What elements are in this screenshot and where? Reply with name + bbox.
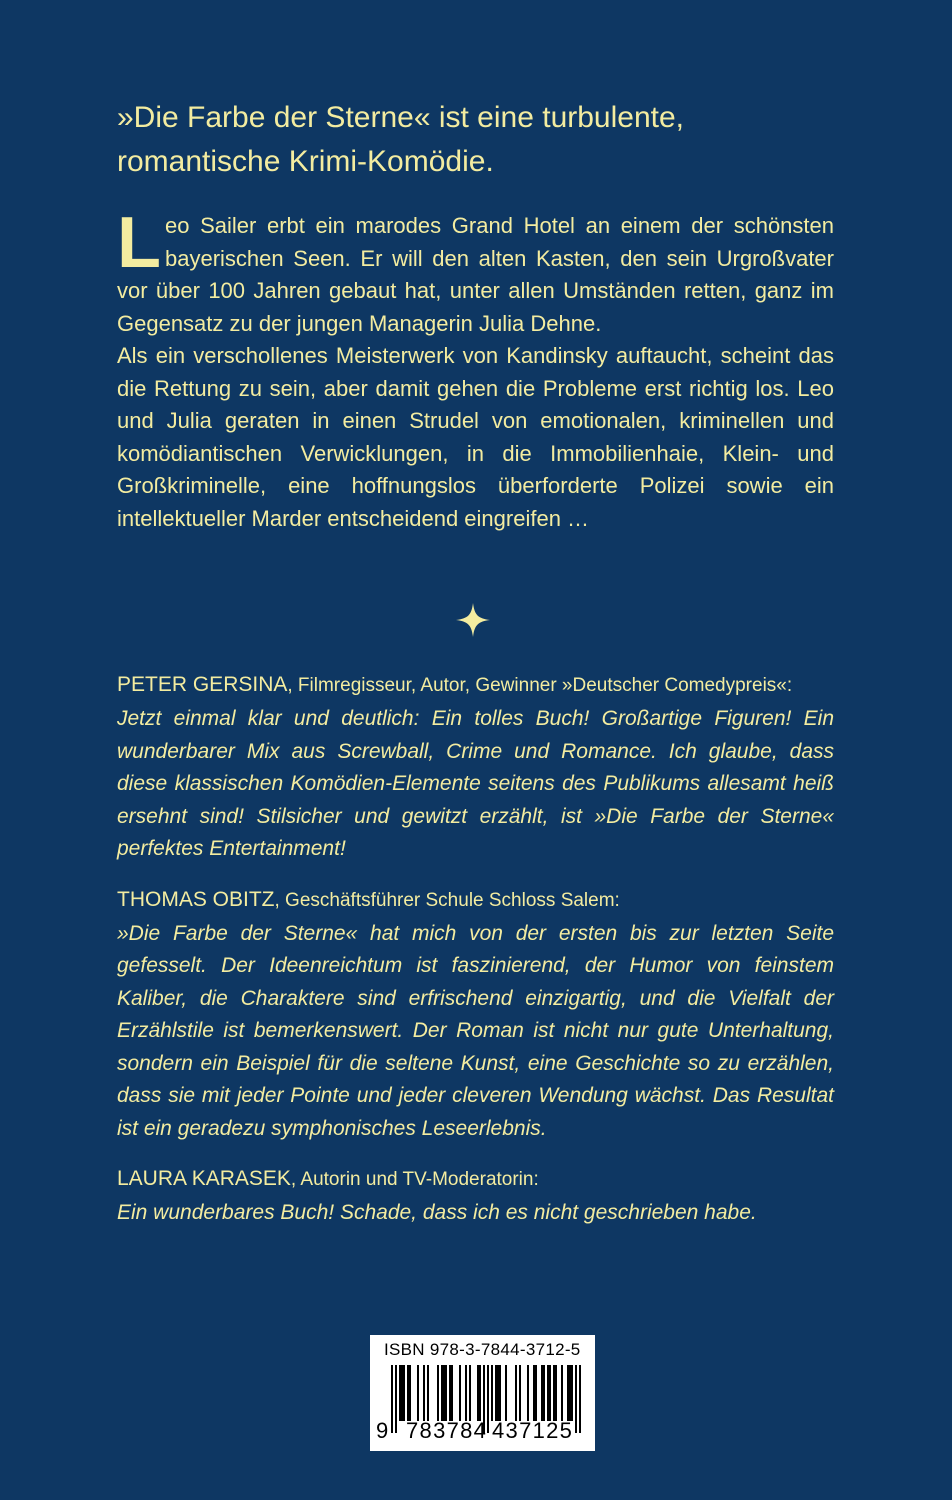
blurb	[117, 203, 834, 535]
barcode-bar	[515, 1365, 517, 1421]
blurb-paragraph-1-text: eo Sailer erbt ein marodes Grand Hotel an einem der schönsten bayerischen Seen. Er will den alten Kasten, den sein Urgroßvater vor über 100 Jahren gebaut hat, unter allen Umständen retten, ganz im Gegensatz zu der jungen Managerin Julia Dehne.	[117, 213, 834, 336]
barcode-bar	[423, 1365, 425, 1421]
barcode-bar	[553, 1365, 557, 1421]
barcode-bar	[395, 1365, 397, 1433]
review-quote: »Die Farbe der Sterne« hat mich von der ersten bis zur letzten Seite gefesselt. Der Ideenreichtum ist faszinierend, der Humor von feinstem Kaliber, die Charaktere sind erfrischend einzigartig, und die Vielfalt der Erzählstile ist bemerkenswert. Der Roman ist nicht nur gute Unterhaltung, sondern ein Beispiel für die seltene Kunst, eine Geschichte so zu erzählen, dass sie mit jeder Pointe und jeder cleveren Wendung wächst. Das Resultat ist ein geradezu symphonisches Leseerlebnis.	[117, 921, 834, 1140]
barcode-bar	[459, 1365, 461, 1421]
barcode-digit-first: 9	[376, 1418, 389, 1443]
barcode-bar	[579, 1365, 581, 1433]
blurb-paragraph-2: Als ein verschollenes Meisterwerk von Kandinsky auftaucht, scheint das die Rettung zu sein, aber damit gehen die Probleme erst richtig los. Leo und Julia geraten in einen Strudel von emotionalen, kriminellen und komödiantischen Verwicklungen, in die Immobilienhaie, Klein- und Großkriminelle, eine hoffnungslos überforderte Polizei sowie ein intellektueller Marder entscheidend eingreifen …	[117, 343, 834, 531]
barcode-bar	[575, 1365, 577, 1433]
reviewer-role: , Filmregisseur, Autor, Gewinner »Deutscher Comedypreis«:	[287, 675, 793, 696]
barcode-bar	[399, 1365, 405, 1421]
barcode-bar	[449, 1365, 453, 1421]
reviewer-name: THOMAS OBITZ	[117, 887, 275, 911]
reviewer-role: , Geschäftsführer Schule Schloss Salem:	[274, 889, 620, 911]
isbn-barcode	[370, 1335, 595, 1451]
barcode-digits-right: 437125	[492, 1418, 574, 1443]
tagline: »Die Farbe der Sterne« ist eine turbulente, romantische Krimi-Komödie.	[117, 101, 684, 178]
reviewer-line	[117, 883, 834, 918]
barcode-bar	[407, 1365, 411, 1421]
barcode-bar	[491, 1365, 493, 1421]
barcode-bar	[567, 1365, 573, 1421]
reviewer-line	[117, 668, 834, 703]
barcode-bar	[527, 1365, 529, 1421]
review-thomas-obitz	[117, 883, 834, 1146]
barcode-bar	[505, 1365, 507, 1421]
barcode-digits-left: 783784	[406, 1418, 488, 1443]
barcode-bar	[417, 1365, 419, 1421]
barcode-bar	[477, 1365, 481, 1421]
reviewer-line	[117, 1162, 834, 1197]
star-icon	[455, 602, 491, 638]
barcode-bar	[465, 1365, 467, 1421]
barcode-bar	[561, 1365, 563, 1421]
review-laura-karasek	[117, 1162, 834, 1230]
barcode-bar	[495, 1365, 501, 1421]
reviewer-role: , Autorin und TV-Moderatorin:	[290, 1169, 539, 1190]
reviewer-name: LAURA KARASEK	[117, 1167, 291, 1190]
barcode-bar	[469, 1365, 471, 1421]
review-peter-gersina	[117, 668, 834, 866]
blurb-paragraph-1	[117, 203, 834, 340]
barcode-bar	[533, 1365, 537, 1421]
drop-cap: L	[117, 203, 161, 283]
barcode-bar	[541, 1365, 545, 1421]
barcode-bar	[427, 1365, 429, 1421]
barcode-bar	[487, 1365, 489, 1433]
review-quote: Ein wunderbares Buch! Schade, dass ich es nicht geschrieben habe.	[117, 1201, 757, 1224]
barcode-bar	[547, 1365, 551, 1421]
isbn-label: ISBN 978-3-7844-3712-5	[384, 1340, 581, 1359]
reviewer-name: PETER GERSINA	[117, 673, 288, 696]
barcode-bar	[391, 1365, 393, 1433]
barcode-bar	[441, 1365, 447, 1421]
review-quote: Jetzt einmal klar und deutlich: Ein tolles Buch! Großartige Figuren! Ein wunderbarer Mix aus Screwball, Crime und Romance. Ich glaube, dass diese klassischen Komödien-Elemente seitens des Publikums allesamt heiß ersehnt sind! Stilsicher und gewitzt erzählt, ist »Die Farbe der Sterne« perfektes Entertainment!	[117, 707, 834, 860]
barcode-bar	[437, 1365, 439, 1421]
barcode-bar	[519, 1365, 521, 1421]
reviews	[117, 668, 834, 1247]
